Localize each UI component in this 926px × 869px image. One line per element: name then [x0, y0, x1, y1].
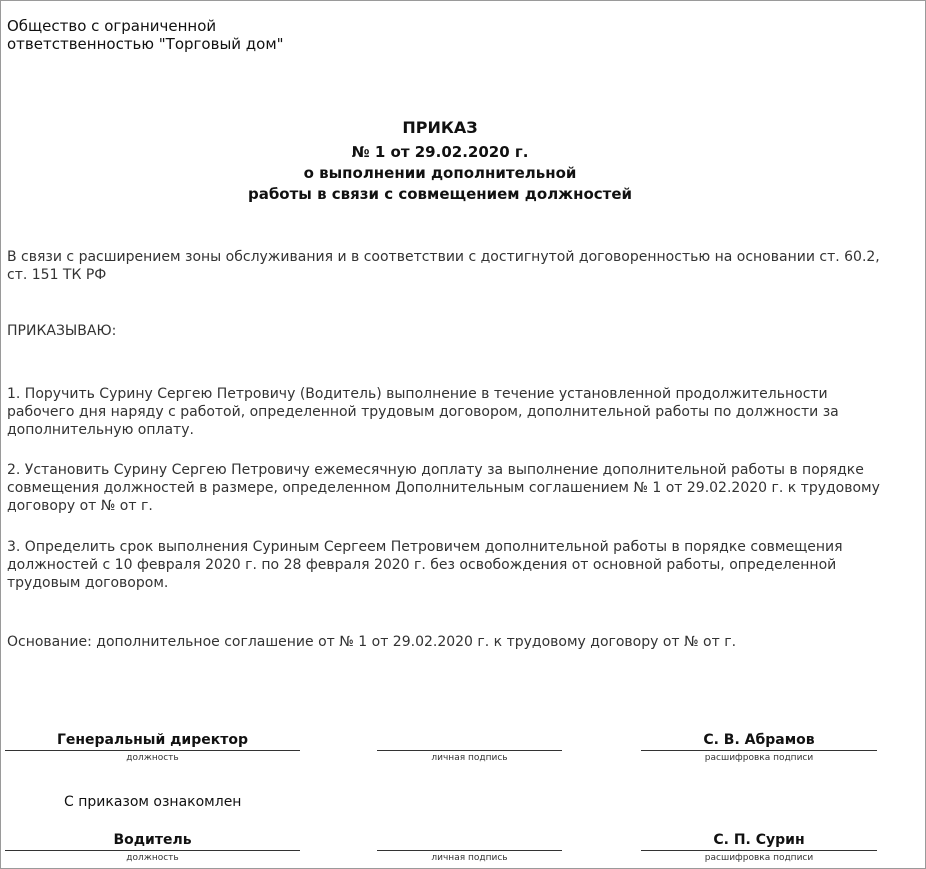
caption-position: должность — [126, 753, 179, 763]
order-item-3: 3. Определить срок выполнения Суриным Сергеем Петровичем дополнительной работы в порядке совмещения должностей с 10 февраля 2020 г. по 28 февраля 2020 г. без освобождения от основной работы, определенной трудовым договором. — [7, 539, 843, 591]
order-item-2: 2. Установить Сурину Сергею Петровичу ежемесячную доплату за выполнение дополнительной работы в порядке совмещения должностей в размере, определенном Дополнительным соглашением № 1 от 29.02.2020 г. к трудовому договору от № от г. — [7, 462, 880, 514]
order-item-1: 1. Поручить Сурину Сергею Петровичу (Водитель) выполнение в течение установленной продолжительности рабочего дня наряду с работой, определенной трудовым договором, дополнительной работы по должности за дополнительную оплату. — [7, 386, 839, 438]
organization-name: Общество с ограниченной ответственностью "Торговый дом" — [7, 17, 284, 53]
director-signature-line — [377, 730, 562, 751]
order-title — [0, 118, 880, 205]
caption-signature: личная подпись — [431, 753, 508, 763]
order-subject-line2: работы в связи с совмещением должностей — [247, 185, 633, 203]
caption-decoding: расшифровка подписи — [704, 753, 814, 763]
employee-name: С. П. Сурин — [641, 830, 877, 851]
employee-position: Водитель — [5, 830, 300, 851]
caption-signature: личная подпись — [431, 853, 508, 863]
order-subject-line1: о выполнении дополнительной — [303, 164, 577, 182]
caption-decoding: расшифровка подписи — [704, 853, 814, 863]
caption-position: должность — [126, 853, 179, 863]
basis: Основание: дополнительное соглашение от № 1 от 29.02.2020 г. к трудовому договору от № от г. — [7, 634, 737, 650]
acknowledged-label: С приказом ознакомлен — [64, 794, 242, 810]
employee-signature-line — [377, 830, 562, 851]
director-position: Генеральный директор — [5, 730, 300, 751]
preamble: В связи с расширением зоны обслуживания и в соответствии с достигнутой договоренностью на основании ст. 60.2, ст. 151 ТК РФ — [7, 249, 880, 283]
order-number: № 1 от 29.02.2020 г. — [351, 143, 529, 161]
director-name: С. В. Абрамов — [641, 730, 877, 751]
order-heading: ПРИКАЗ — [402, 118, 478, 137]
order-word: ПРИКАЗЫВАЮ: — [7, 323, 117, 339]
